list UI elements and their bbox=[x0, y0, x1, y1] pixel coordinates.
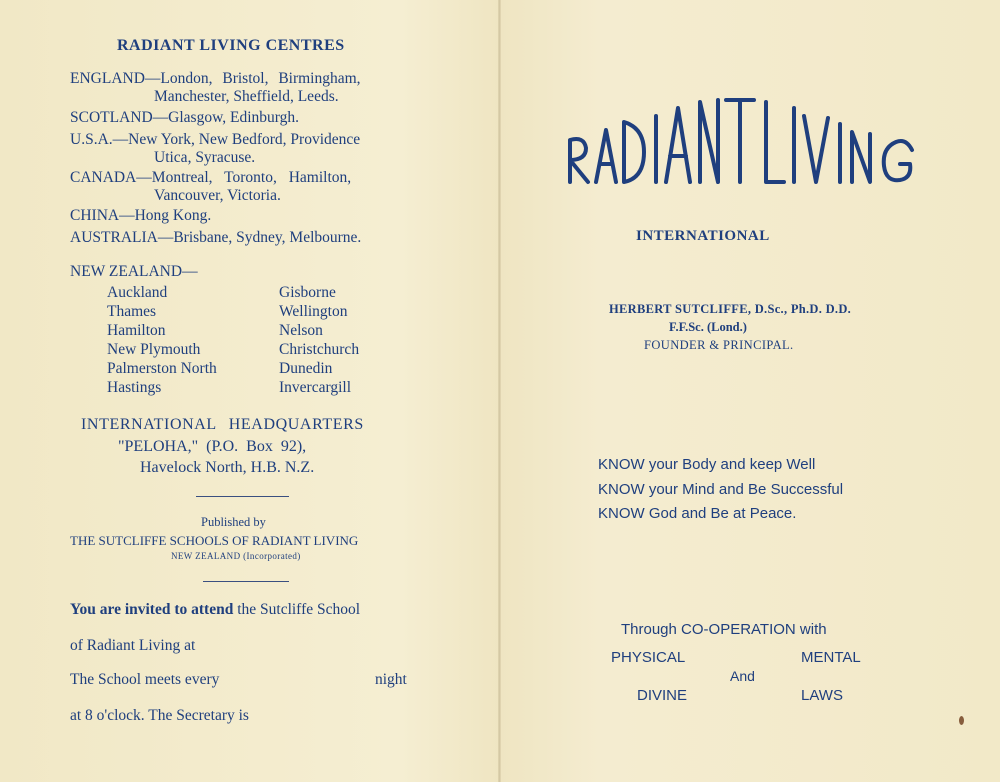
cooperation-line: Through CO-OPERATION with bbox=[621, 621, 827, 638]
logo-letter-l bbox=[766, 102, 784, 182]
published-by: Published by bbox=[201, 515, 266, 529]
know-mind: KNOW your Mind and Be Successful bbox=[598, 481, 844, 498]
logo-letter-t bbox=[726, 100, 754, 182]
logo-letter-n2 bbox=[852, 132, 870, 182]
nz-town: Auckland bbox=[107, 284, 168, 301]
divider bbox=[203, 581, 289, 582]
logo-letter-g bbox=[884, 141, 912, 180]
mental-word: MENTAL bbox=[801, 649, 861, 666]
nz-town: Invercargill bbox=[279, 379, 352, 396]
nz-town: Thames bbox=[107, 303, 157, 320]
know-god: KNOW God and Be at Peace. bbox=[598, 505, 797, 522]
and-word: And bbox=[730, 668, 755, 684]
divine-word: DIVINE bbox=[637, 687, 688, 704]
nz-town: New Plymouth bbox=[107, 341, 201, 358]
international-label: INTERNATIONAL bbox=[636, 228, 770, 244]
meets-night: night bbox=[375, 671, 407, 688]
england-line2: Manchester, Sheffield, Leeds. bbox=[154, 88, 339, 105]
logo-letter-a bbox=[596, 130, 616, 182]
england-line: ENGLAND—London, Bristol, Birmingham, bbox=[70, 70, 361, 87]
divider bbox=[196, 496, 289, 497]
logo-letter-a2 bbox=[666, 108, 690, 182]
logo-letter-r bbox=[570, 139, 588, 182]
hq-line1: "PELOHA," (P.O. Box 92), bbox=[118, 438, 307, 455]
logo-letter-n bbox=[700, 100, 718, 182]
nz-town: Dunedin bbox=[279, 360, 333, 377]
logo-letter-d bbox=[624, 122, 644, 182]
laws-word: LAWS bbox=[801, 687, 843, 704]
paper-stain bbox=[959, 716, 964, 725]
invite-line bbox=[70, 601, 360, 619]
secretary-line: at 8 o'clock. The Secretary is bbox=[70, 707, 249, 724]
meets-text: The School meets every bbox=[70, 671, 220, 688]
hq-title: INTERNATIONAL HEADQUARTERS bbox=[81, 416, 364, 433]
canada-line2: Vancouver, Victoria. bbox=[154, 187, 281, 204]
nz-town: Wellington bbox=[279, 303, 348, 320]
publisher-sub: NEW ZEALAND (Incorporated) bbox=[171, 551, 301, 561]
usa-line: U.S.A.—New York, New Bedford, Providence bbox=[70, 131, 361, 148]
china-line: CHINA—Hong Kong. bbox=[70, 207, 212, 224]
know-body: KNOW your Body and keep Well bbox=[598, 456, 816, 473]
hq-line2: Havelock North, H.B. N.Z. bbox=[140, 459, 315, 476]
publisher-name: THE SUTCLIFFE SCHOOLS OF RADIANT LIVING bbox=[70, 533, 359, 548]
nz-town: Hastings bbox=[107, 379, 162, 396]
nz-town: Hamilton bbox=[107, 322, 166, 339]
australia-line: AUSTRALIA—Brisbane, Sydney, Melbourne. bbox=[70, 229, 362, 246]
logo-letter-v bbox=[804, 116, 828, 182]
nz-town: Christchurch bbox=[279, 341, 360, 358]
invite-rest: the Sutcliffe School bbox=[233, 601, 361, 618]
nz-town: Palmerston North bbox=[107, 360, 217, 377]
scotland-line: SCOTLAND—Glasgow, Edinburgh. bbox=[70, 109, 300, 126]
founder-name: HERBERT SUTCLIFFE, D.Sc., Ph.D. D.D. bbox=[609, 302, 852, 316]
centres-title: RADIANT LIVING CENTRES bbox=[117, 37, 345, 54]
invite-bold: You are invited to attend bbox=[70, 601, 234, 618]
center-fold bbox=[498, 0, 501, 782]
invite-line2: of Radiant Living at bbox=[70, 637, 196, 654]
canada-line: CANADA—Montreal, Toronto, Hamilton, bbox=[70, 169, 352, 186]
nz-town: Gisborne bbox=[279, 284, 336, 301]
usa-line2: Utica, Syracuse. bbox=[154, 149, 256, 166]
founder-degree: F.F.Sc. (Lond.) bbox=[669, 320, 747, 334]
physical-word: PHYSICAL bbox=[611, 649, 686, 666]
nz-title: NEW ZEALAND— bbox=[70, 263, 198, 280]
nz-town: Nelson bbox=[279, 322, 323, 339]
radiant-living-logo bbox=[560, 90, 930, 200]
founder-title: FOUNDER & PRINCIPAL. bbox=[644, 338, 794, 352]
